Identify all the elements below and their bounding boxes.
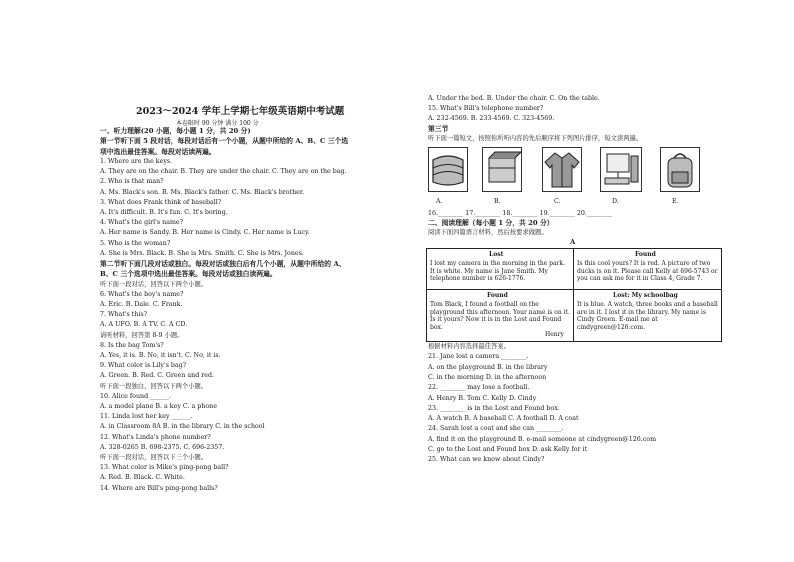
left-line: 4. What's the girl's name? bbox=[100, 219, 184, 227]
left-line: A. Eric. B. Dale. C. Frank. bbox=[100, 301, 183, 308]
left-line: 3. What does Frank think of baseball? bbox=[100, 198, 222, 206]
left-line: A. She is Mrs. Black. B. She is Mrs. Smith. C. She is Mrs. Jones. bbox=[100, 249, 304, 257]
left-line: 11. Linda lost her key ______. bbox=[100, 413, 193, 421]
left-line: 1. Where are the keys. bbox=[100, 157, 173, 165]
left-line: A. Yes, it is. B. No, it isn't. C. No, it is. bbox=[100, 352, 221, 359]
left-line: 第一节听下面 5 段对话，每段对话后有一个小题，从题中所给的 A、B、C 三个选 bbox=[100, 137, 349, 146]
picture-letter: E. bbox=[672, 198, 679, 205]
question-line: 22. ________ may lose a football. bbox=[428, 384, 530, 392]
left-line: 13. What color is Mike's ping-pong ball? bbox=[100, 464, 229, 472]
reading-intro: 阅读下面四篇语言材料，然后按要求做题。 bbox=[428, 229, 548, 236]
left-line: 项中选出最佳答案。每段对话读两遍。 bbox=[100, 147, 216, 156]
found1-text: Is this cool yours? It is red. A picture of two ducks is on it. Please call Kelly at 696-5743 or you can ask me for it in Class 4, Grade 7. bbox=[577, 260, 718, 283]
question-line: A. find it on the playground B. e-mail someone at cindygreen@126.com bbox=[428, 435, 657, 443]
right-top-line: 第三节 bbox=[428, 125, 449, 133]
lost-title: Lost bbox=[489, 251, 504, 258]
right-top-line: 听下面一篇短文，按照你所听内容的先后顺序将下列图片排序，短文读两遍。 bbox=[428, 135, 643, 142]
lost-text: I lost my camera in the morning in the park. It is white. My name is Jane Smith. My telephone number is 626-1776. bbox=[430, 260, 565, 283]
left-line: A. Green. B. Red. C. Green and red. bbox=[100, 372, 214, 380]
left-line: 听下面一段对话，回答以下两个小题。 bbox=[100, 280, 208, 288]
reading-heading: 二、阅读理解（每小题 1 分，共 20 分） bbox=[428, 219, 554, 227]
question-line: 25. What can we know about Cindy? bbox=[428, 456, 545, 464]
page-subtitle: 本卷限时 90 分钟 满分 100 分 bbox=[176, 120, 259, 127]
left-line: A. A UFO. B. A TV. C. A CD. bbox=[100, 321, 188, 329]
question-line: C. go to the Lost and Found box D. ask Kelly for it bbox=[428, 446, 588, 453]
left-line: A. They are on the chair. B. They are under the chair. C. They are on the bag. bbox=[100, 168, 347, 176]
section-a-label: A bbox=[570, 238, 576, 246]
left-line: A. in Classroom 8A B. in the library C. in the school bbox=[100, 423, 265, 431]
found2-text: Tom Black, I found a football on the playground this afternoon. Your name is on it. Is it yours? Now it is in the Lost and Found box. bbox=[430, 301, 570, 331]
question-line: A. A watch B. A baseball C. A football D. A coat bbox=[428, 415, 579, 423]
picture-letter: B. bbox=[494, 198, 501, 205]
backpack-icon bbox=[660, 147, 700, 192]
question-line: 根据材料内容选择最佳答案。 bbox=[428, 343, 510, 350]
found2-sign: Henry bbox=[545, 331, 564, 338]
left-line: B、C 三个选项中选出最佳答案。每段对话或独白读两遍。 bbox=[100, 270, 277, 279]
left-line: 10. Alice found ______. bbox=[100, 392, 172, 400]
left-line: 5. Who is the woman? bbox=[100, 239, 171, 247]
left-line: 9. What color is Lily's bag? bbox=[100, 362, 187, 370]
jacket-icon bbox=[542, 147, 582, 192]
left-line: 第二节听下面几段对话或独白。每段对话或独白后有几个小题，从题中所给的 A、 bbox=[100, 259, 346, 268]
page-title: 2023～2024 学年上学期七年级英语期中考试题 bbox=[136, 106, 345, 117]
picture-letter: C. bbox=[554, 198, 561, 205]
left-line: 一、听力理解(20 小题，每小题 1 分，共 20 分) bbox=[100, 127, 251, 135]
right-top-line: 15. What's Bill's telephone number? bbox=[428, 105, 544, 112]
computer-icon bbox=[600, 147, 642, 192]
left-line: 8. Is the bag Tom's? bbox=[100, 341, 164, 349]
box-icon bbox=[482, 147, 522, 192]
question-line: 24. Sarah lost a coat and she can ________. bbox=[428, 425, 564, 433]
left-line: A. Her name is Sandy. B. Her name is Cindy. C. Her name is Lucy. bbox=[100, 229, 310, 237]
left-line: A. Ms. Black's son. B. Ms. Black's father. C. Ms. Black's brother. bbox=[100, 188, 305, 196]
question-line: 21. Jane lost a camera ________. bbox=[428, 353, 529, 361]
left-line: 听下面一段对话，回答以下三个小题。 bbox=[100, 454, 208, 461]
left-line: 7. What's this? bbox=[100, 311, 147, 319]
left-line: A. Red. B. Black. C. White. bbox=[100, 474, 185, 482]
question-line: 23. ________ is in the Lost and Found box. bbox=[428, 404, 560, 412]
question-line: A. on the playground B. in the library bbox=[428, 363, 548, 371]
left-line: 听下面一段独白，回答以下两个小题。 bbox=[100, 382, 208, 390]
lost2-text: It is blue. A watch, three books and a baseball are in it. I lost it in the library. My name is Cindy Green. E-mail me at cindygreen@126.com. bbox=[577, 301, 718, 331]
left-line: A. It's difficult. B. It's fun. C. It's boring. bbox=[100, 208, 228, 216]
found1-title: Found bbox=[635, 251, 656, 258]
question-line: A. Henry B. Tom C. Kelly D. Cindy bbox=[428, 394, 537, 402]
question-line: C. in the morning D. in the afternoon bbox=[428, 373, 547, 381]
picture-letter: D. bbox=[612, 198, 619, 205]
left-line: A. a model plane B. a key C. a phone bbox=[100, 403, 217, 410]
left-line: 2. Who is that man? bbox=[100, 178, 164, 186]
left-line: 14. Where are Bill's ping-pong balls? bbox=[100, 484, 218, 492]
right-top-line: A. 232-4569. B. 233-4569. C. 323-4569. bbox=[428, 115, 555, 122]
left-line: 6. What's the boy's name? bbox=[100, 290, 184, 298]
quilt-icon bbox=[428, 147, 468, 192]
right-top-line: A. Under the bed. B. Under the chair. C. On the table. bbox=[428, 95, 600, 102]
found2-title: Found bbox=[487, 292, 508, 299]
left-line: A. 328-0265 B. 698-2375. C. 696-2357. bbox=[100, 443, 225, 451]
lost2-title: Lost: My schoolbag bbox=[613, 292, 678, 299]
left-line: 12. What's Linda's phone number? bbox=[100, 433, 211, 441]
notice-table bbox=[426, 248, 722, 342]
picture-letter: A. bbox=[436, 198, 443, 205]
answer-blanks: 16.________ 17.________ 18.________ 19.________ 20.________ bbox=[428, 210, 613, 217]
left-line: 请听材料，回答第 8-9 小题。 bbox=[100, 331, 184, 339]
